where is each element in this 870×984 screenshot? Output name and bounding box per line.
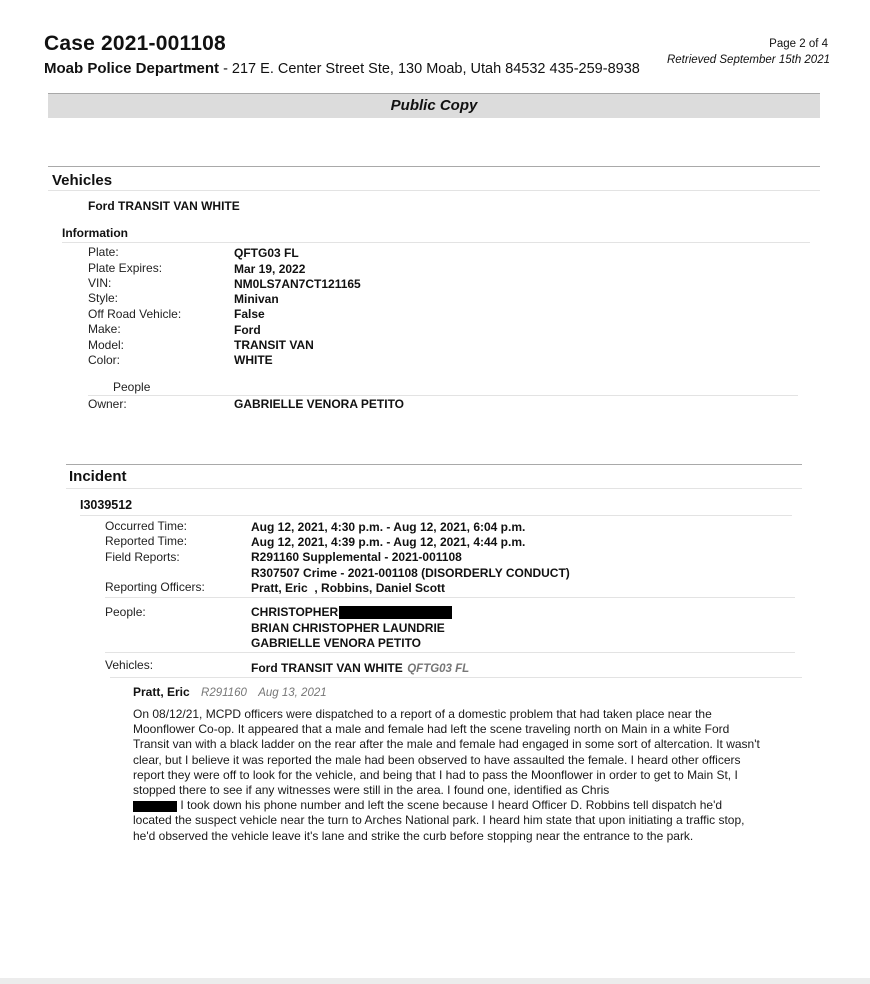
narrative-part-1: On 08/12/21, MCPD officers were dispatched to a report of a domestic problem that had taken place near the Moonflower Co-op. It appeared that a male and female had left the scene traveling north on Main in a white Ford Transit van with a black ladder on the rear after the male and female had engaged in some sort of altercation. It wasn't clear, but I believe it was reported the male had been observed to have assaulted the female. I heard other officers report they were off to look for the vehicle, and being that I had to pass the Moonflower in order to get to Main St, I stopped there to see if any witnesses were still in the area. I found one, identified as Chris	[133, 707, 760, 798]
owner-value: GABRIELLE VENORA PETITO	[234, 397, 405, 411]
incident-id: I3039512	[80, 498, 133, 512]
plate-value: QFTG03 FL	[234, 246, 299, 260]
vehicles-section-title: Vehicles	[52, 172, 113, 189]
vehicle-name: Ford TRANSIT VAN WHITE	[88, 199, 240, 213]
field-reports-label: Field Reports:	[105, 550, 180, 564]
incident-rule	[66, 464, 802, 465]
public-copy-banner: Public Copy	[48, 93, 820, 118]
plate-expires-label: Plate Expires:	[88, 261, 163, 275]
person-1	[251, 605, 452, 619]
person-3: GABRIELLE VENORA PETITO	[251, 636, 422, 650]
narrative-redaction-box	[133, 801, 177, 812]
incident-subrule	[66, 488, 802, 489]
narrative-part-2: I took down his phone number and left the scene because I heard Officer D. Robbins tell dispatch he'd located the suspect vehicle near the turn to Arches National park. I heard him state that upon initiating a traffic stop, he'd observed the vehicle leave it's lane and strike the curb before stopping near the entrance to the park.	[133, 798, 745, 843]
make-value: Ford	[234, 323, 261, 337]
reported-value: Aug 12, 2021, 4:39 p.m. - Aug 12, 2021, 4:44 p.m.	[251, 535, 526, 549]
incident-vehicle-plate: QFTG03 FL	[407, 663, 470, 675]
occurred-value: Aug 12, 2021, 4:30 p.m. - Aug 12, 2021, 6:04 p.m.	[251, 520, 526, 534]
page-number: Page 2 of 4	[769, 38, 828, 50]
incident-vehicle	[251, 659, 469, 677]
incident-vehicle-name: Ford TRANSIT VAN WHITE	[251, 661, 403, 675]
plate-expires-value: Mar 19, 2022	[234, 262, 306, 276]
model-value: TRANSIT VAN	[234, 338, 314, 352]
retrieved-date: Retrieved September 15th 2021	[666, 54, 830, 66]
report-date: Aug 13, 2021	[258, 687, 327, 699]
report-author: Pratt, Eric	[133, 685, 190, 699]
field-report-1: R291160 Supplemental - 2021-001108	[251, 550, 462, 564]
color-label: Color:	[88, 353, 121, 367]
owner-label: Owner:	[88, 397, 127, 411]
incident-section-title: Incident	[69, 468, 127, 485]
people-list-rule	[105, 652, 795, 653]
style-value: Minivan	[234, 292, 279, 306]
vin-value: NM0LS7AN7CT121165	[234, 277, 361, 291]
person-2: BRIAN CHRISTOPHER LAUNDRIE	[251, 621, 445, 635]
people-rule	[88, 395, 798, 396]
department-address: - 217 E. Center Street Ste, 130 Moab, Utah 84532 435-259-8938	[219, 61, 640, 77]
style-label: Style:	[88, 291, 119, 305]
department-name: Moab Police Department	[44, 60, 220, 77]
reported-label: Reported Time:	[105, 534, 188, 548]
page-bottom-strip	[0, 978, 870, 984]
officers-rule	[105, 597, 795, 598]
people-label: People:	[105, 605, 146, 619]
vehicles-list-rule	[110, 677, 802, 678]
occurred-label: Occurred Time:	[105, 519, 188, 533]
off-road-value: False	[234, 307, 265, 321]
color-value: WHITE	[234, 353, 273, 367]
people-heading: People	[113, 380, 151, 394]
officers-value: Pratt, Eric , Robbins, Daniel Scott	[251, 581, 446, 595]
report-id: R291160	[201, 687, 247, 699]
model-label: Model:	[88, 338, 125, 352]
off-road-label: Off Road Vehicle:	[88, 307, 182, 321]
officers-label: Reporting Officers:	[105, 580, 205, 594]
report-narrative	[133, 707, 763, 844]
vin-label: VIN:	[88, 276, 112, 290]
incident-id-rule	[80, 515, 792, 516]
vehicles-subrule	[48, 190, 820, 191]
plate-label: Plate:	[88, 245, 119, 259]
make-label: Make:	[88, 322, 121, 336]
vehicles-rule	[48, 166, 820, 167]
incident-vehicles-label: Vehicles:	[105, 658, 154, 672]
information-rule	[62, 242, 810, 243]
department-line	[44, 60, 640, 77]
redaction-box	[339, 606, 452, 619]
report-header	[133, 685, 327, 699]
field-report-2: R307507 Crime - 2021-001108 (DISORDERLY CONDUCT)	[251, 566, 570, 580]
case-title: Case 2021-001108	[44, 32, 226, 55]
information-heading: Information	[62, 226, 128, 240]
person-1-name: CHRISTOPHER	[251, 605, 339, 619]
